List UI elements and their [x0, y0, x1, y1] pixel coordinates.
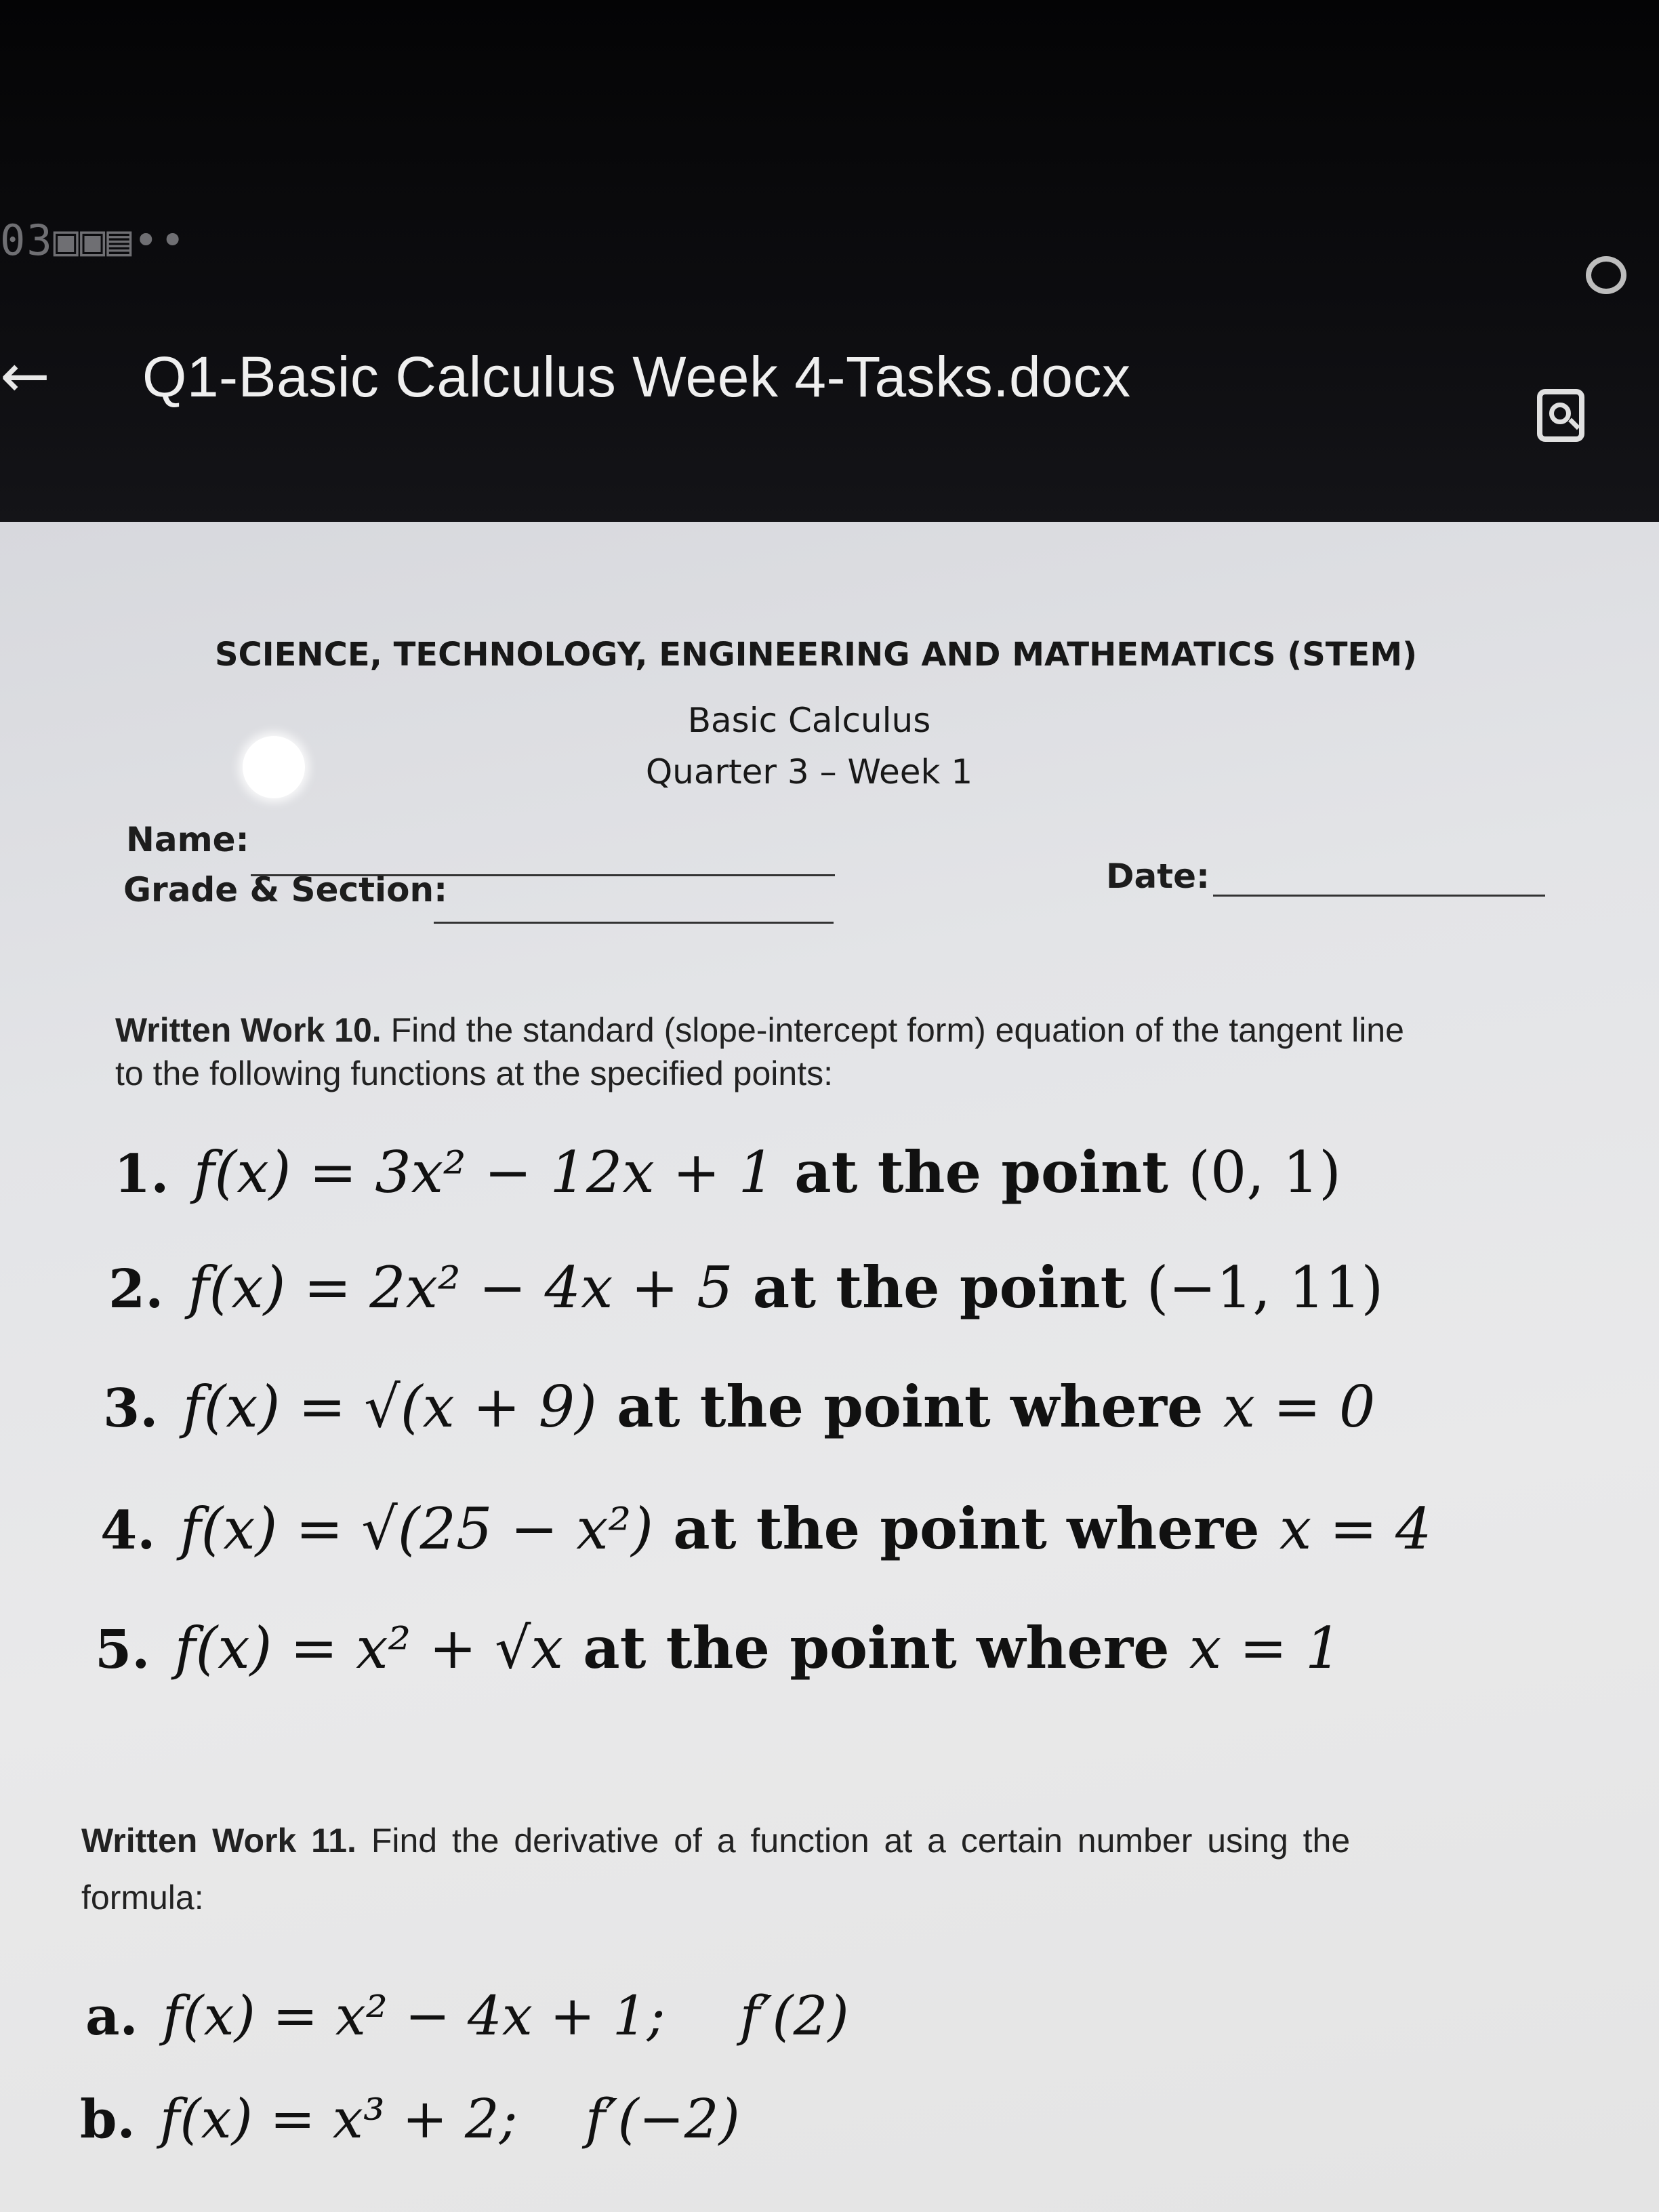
- ww10-instruction-line1: Find the standard (slope-intercept form) equation of the tangent line: [381, 1011, 1404, 1049]
- ww11-instructions: [81, 1812, 1532, 1926]
- item-point: (0, 1): [1188, 1139, 1341, 1206]
- ww10-item-3: [103, 1373, 1375, 1440]
- header-program: SCIENCE, TECHNOLOGY, ENGINEERING AND MATHEMATICS (STEM): [214, 636, 1418, 674]
- item-expression: f(x) = √(25 − x²): [180, 1496, 654, 1562]
- document-page: [0, 522, 1659, 2212]
- item-expression: f(x) = 3x² − 12x + 1: [193, 1139, 775, 1206]
- status-time: 03: [0, 216, 54, 265]
- item-number: 1.: [114, 1143, 169, 1205]
- item-suffix: at the point: [775, 1139, 1189, 1206]
- status-icons: ▣▣▤••: [53, 216, 187, 265]
- search-in-document-button[interactable]: [1537, 389, 1584, 442]
- item-number: 4.: [100, 1500, 156, 1561]
- arrow-left-icon: ←: [0, 341, 50, 411]
- item-suffix: at the point where: [596, 1373, 1223, 1440]
- item-suffix: at the point where: [562, 1614, 1189, 1681]
- grade-section-line: [434, 922, 834, 924]
- date-line: [1213, 895, 1545, 897]
- date-label: Date:: [1106, 857, 1210, 896]
- ww11-item-a: [85, 1984, 849, 2047]
- status-bar-left: [0, 216, 186, 265]
- ww10-instructions: [115, 1008, 1538, 1095]
- ww10-item-5: [95, 1614, 1341, 1681]
- ww10-item-1: [114, 1139, 1341, 1206]
- item-expression: f(x) = √(x + 9): [182, 1374, 597, 1440]
- header-quarter: Quarter 3 – Week 1: [645, 752, 973, 792]
- ww10-item-2: [108, 1254, 1383, 1321]
- sync-icon: [1586, 256, 1626, 294]
- header-subject: Basic Calculus: [687, 701, 931, 740]
- ww10-title: Written Work 10.: [115, 1011, 382, 1049]
- item-suffix: at the point where: [653, 1495, 1279, 1562]
- item-expression: f(x) = x³ + 2;: [159, 2087, 518, 2150]
- item-letter: a.: [85, 1986, 138, 2047]
- document-title: Q1-Basic Calculus Week 4-Tasks.docx: [142, 345, 1131, 409]
- item-suffix: at the point: [733, 1254, 1147, 1321]
- item-target: f′(2): [739, 1984, 849, 2047]
- item-number: 2.: [108, 1258, 164, 1320]
- search-icon-handle: [1568, 418, 1580, 430]
- ww11-instruction-line2: formula:: [81, 1879, 204, 1917]
- item-number: 5.: [95, 1619, 150, 1681]
- item-expression: f(x) = x² − 4x + 1;: [162, 1984, 665, 2047]
- item-letter: b.: [80, 2089, 136, 2150]
- ww10-instruction-line2: to the following functions at the specified points:: [115, 1054, 833, 1092]
- item-number: 3.: [103, 1378, 159, 1439]
- app-bar: [0, 0, 1659, 529]
- item-target: f′(−2): [585, 2087, 740, 2150]
- item-point: x = 0: [1223, 1374, 1376, 1440]
- name-label: Name:: [126, 820, 249, 859]
- ww11-item-b: [80, 2087, 740, 2150]
- item-point: (−1, 11): [1146, 1254, 1384, 1321]
- item-point: x = 4: [1279, 1496, 1432, 1562]
- ww11-title: Written Work 11.: [81, 1822, 356, 1860]
- back-button[interactable]: [0, 341, 50, 411]
- item-expression: f(x) = x² + √x: [174, 1615, 563, 1681]
- ww11-instruction-line1: Find the derivative of a function at a certain number using the: [356, 1822, 1351, 1860]
- item-expression: f(x) = 2x² − 4x + 5: [188, 1254, 733, 1321]
- ww10-item-4: [100, 1495, 1431, 1562]
- grade-section-label: Grade & Section:: [123, 870, 448, 909]
- item-point: x = 1: [1189, 1615, 1342, 1681]
